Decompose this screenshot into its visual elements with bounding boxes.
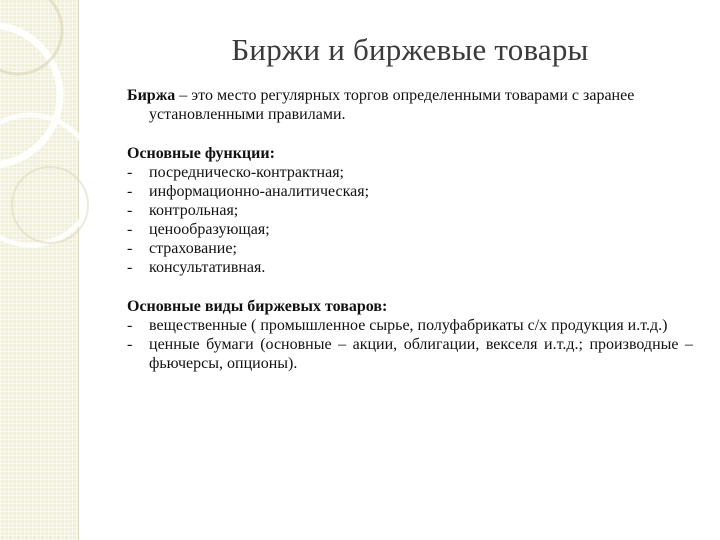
dash-bullet: - (127, 336, 133, 353)
dash-bullet: - (127, 221, 133, 238)
definition-text: – это место регулярных торгов определенными товарами с заранее установленными правилами. (149, 87, 635, 123)
list-item: - контрольная; (127, 202, 239, 219)
list-item: - вещественные ( промышленное сырье, полуфабрикаты с/х продукция и.т.д.) (127, 317, 668, 334)
functions-list (127, 163, 693, 277)
decorative-circles (0, 0, 120, 260)
list-item: - страхование; (127, 240, 237, 257)
list-item: - информационно-аналитическая; (127, 183, 370, 200)
slide-title: Биржи и биржевые товары (231, 32, 589, 67)
definition-term: Биржа (127, 87, 176, 104)
dash-bullet: - (127, 259, 133, 276)
dash-bullet: - (127, 164, 133, 181)
functions-heading: Основные функции: (127, 145, 275, 162)
list-item: - консультативная. (127, 259, 266, 276)
dash-bullet: - (127, 317, 133, 334)
list-item: - ценообразующая; (127, 221, 270, 238)
slide-body (127, 86, 693, 373)
dash-bullet: - (127, 240, 133, 257)
dash-bullet: - (127, 202, 133, 219)
definition-paragraph (127, 86, 693, 124)
goods-list (127, 316, 693, 373)
list-item: - посредническо-контрактная; (127, 164, 344, 181)
dash-bullet: - (127, 183, 133, 200)
list-item: - ценные бумаги (основные – акции, облигации, векселя и.т.д.; производные – фьючерсы, опционы). (127, 336, 693, 372)
goods-heading: Основные виды биржевых товаров: (127, 298, 388, 315)
